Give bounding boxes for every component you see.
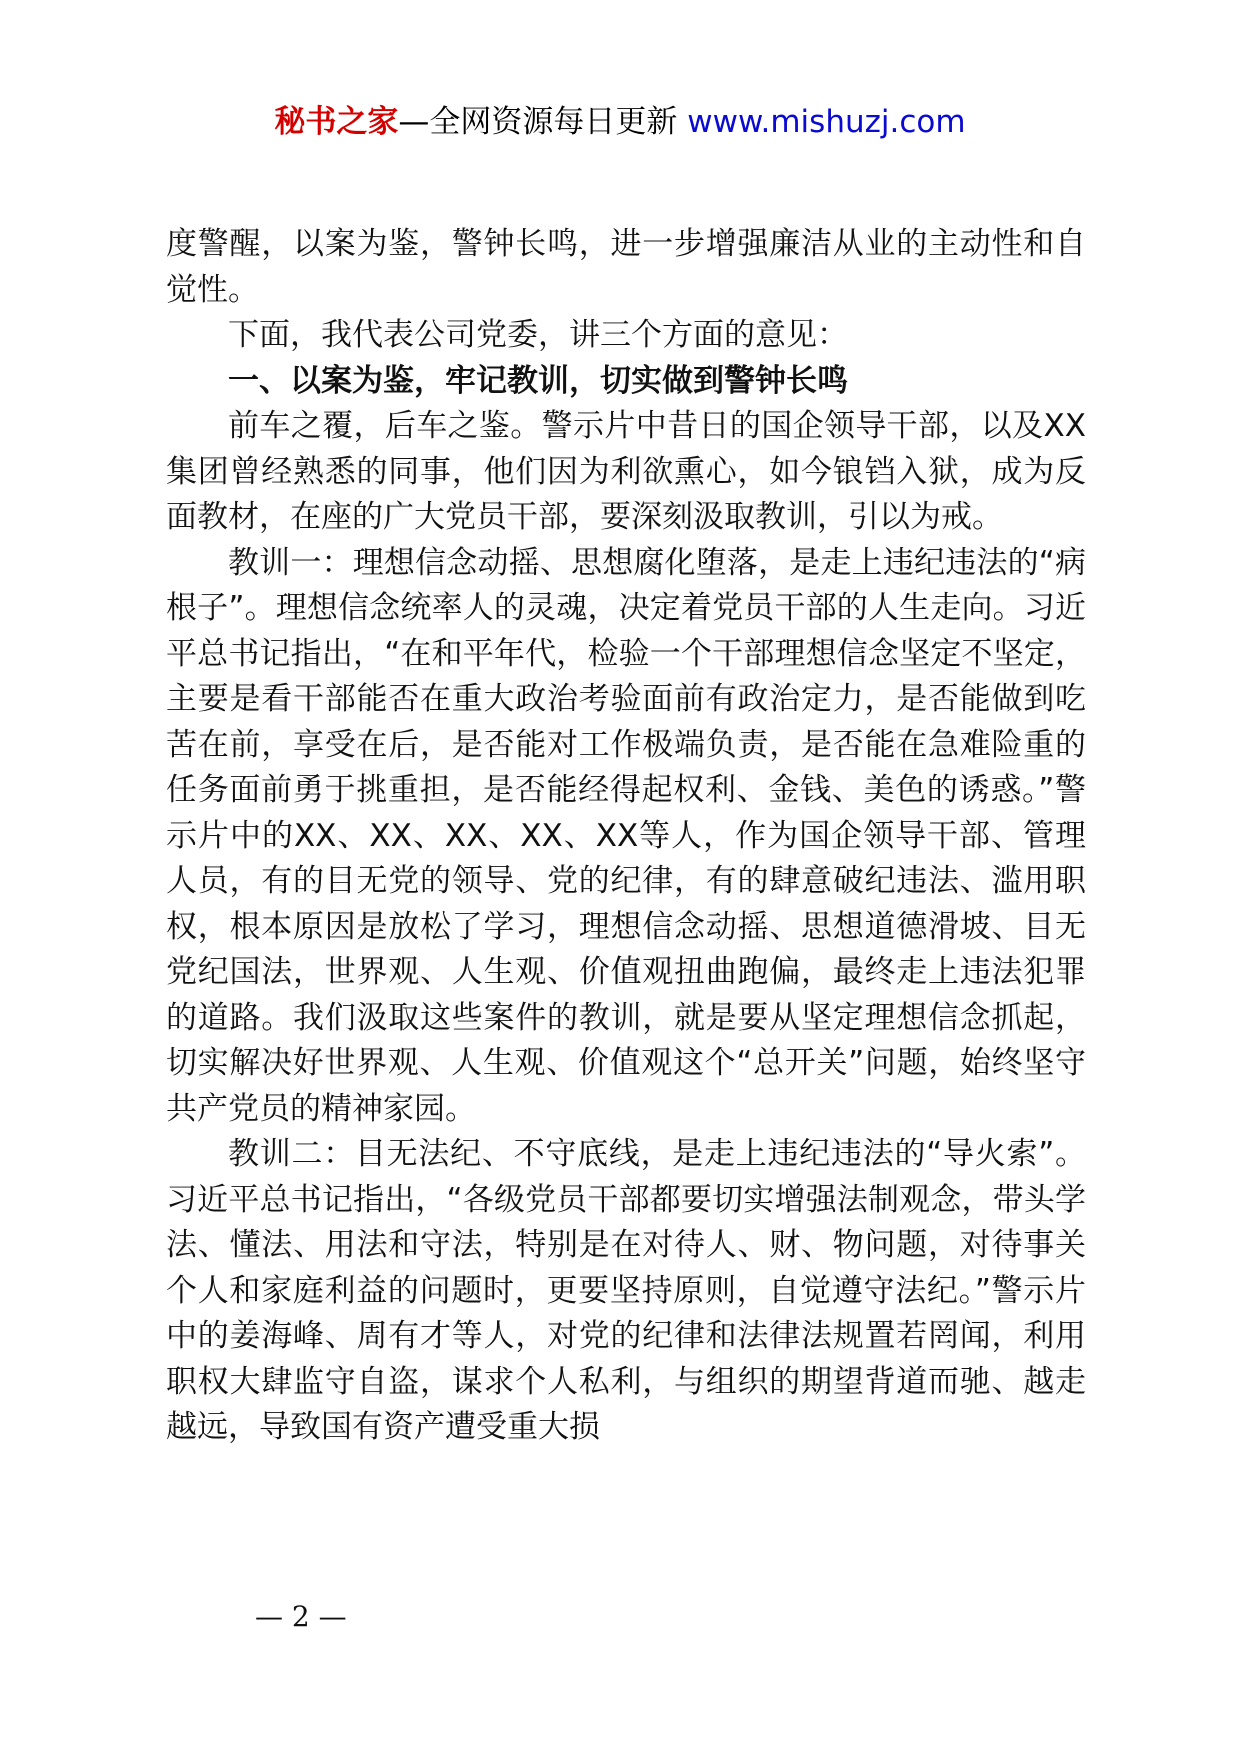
header-url-link[interactable]: www.mishuzj.com <box>687 104 966 140</box>
paragraph-lesson-one: 教训一：理想信念动摇、思想腐化堕落，是走上违纪违法的“病根子”。理想信念统率人的灵魂，决定着党员干部的人生走向。习近平总书记指出，“在和平年代，检验一个干部理想信念坚定不坚定，主要是看干部能否在重大政治考验面前有政治定力，是否能做到吃苦在前，享受在后，是否能对工作极端负责，是否能在急难险重的任务面前勇于挑重担，是否能经得起权利、金钱、美色的诱惑。”警示片中的XX、XX、XX、XX、XX等人，作为国企领导干部、管理人员，有的目无党的领导、党的纪律，有的肆意破纪违法、滥用职权，根本原因是放松了学习，理想信念动摇、思想道德滑坡、目无党纪国法，世界观、人生观、价值观扭曲跑偏，最终走上违法犯罪的道路。我们汲取这些案件的教训，就是要从坚定理想信念抓起，切实解决好世界观、人生观、价值观这个“总开关”问题，始终坚守共产党员的精神家园。 <box>166 544 1086 1127</box>
paragraph-lesson-intro: 前车之覆，后车之鉴。警示片中昔日的国企领导干部，以及XX集团曾经熟悉的同事，他们因为利欲熏心，如今锒铛入狱，成为反面教材，在座的广大党员干部，要深刻汲取教训，引以为戒。 <box>166 408 1086 535</box>
section-heading: 一、以案为鉴，牢记教训，切实做到警钟长鸣 <box>228 362 848 399</box>
document-body <box>166 222 1086 1451</box>
header-brand: 秘书之家 <box>274 104 399 140</box>
page-number: — 2 — <box>255 1600 347 1633</box>
header-tagline: —全网资源每日更新 <box>398 104 688 140</box>
paragraph-continued: 度警醒，以案为鉴，警钟长鸣，进一步增强廉洁从业的主动性和自觉性。 <box>166 226 1086 308</box>
page-header <box>0 98 1240 146</box>
paragraph-lesson-two: 教训二：目无法纪、不守底线，是走上违纪违法的“导火索”。习近平总书记指出，“各级党员干部都要切实增强法制观念，带头学法、懂法、用法和守法，特别是在对待人、财、物问题，对待事关个人和家庭利益的问题时，更要坚持原则，自觉遵守法纪。”警示片中的姜海峰、周有才等人，对党的纪律和法律法规置若罔闻，利用职权大肆监守自盗，谋求个人私利，与组织的期望背道而驰、越走越远，导致国有资产遭受重大损 <box>166 1136 1086 1445</box>
paragraph-intro: 下面，我代表公司党委，讲三个方面的意见： <box>228 317 848 353</box>
